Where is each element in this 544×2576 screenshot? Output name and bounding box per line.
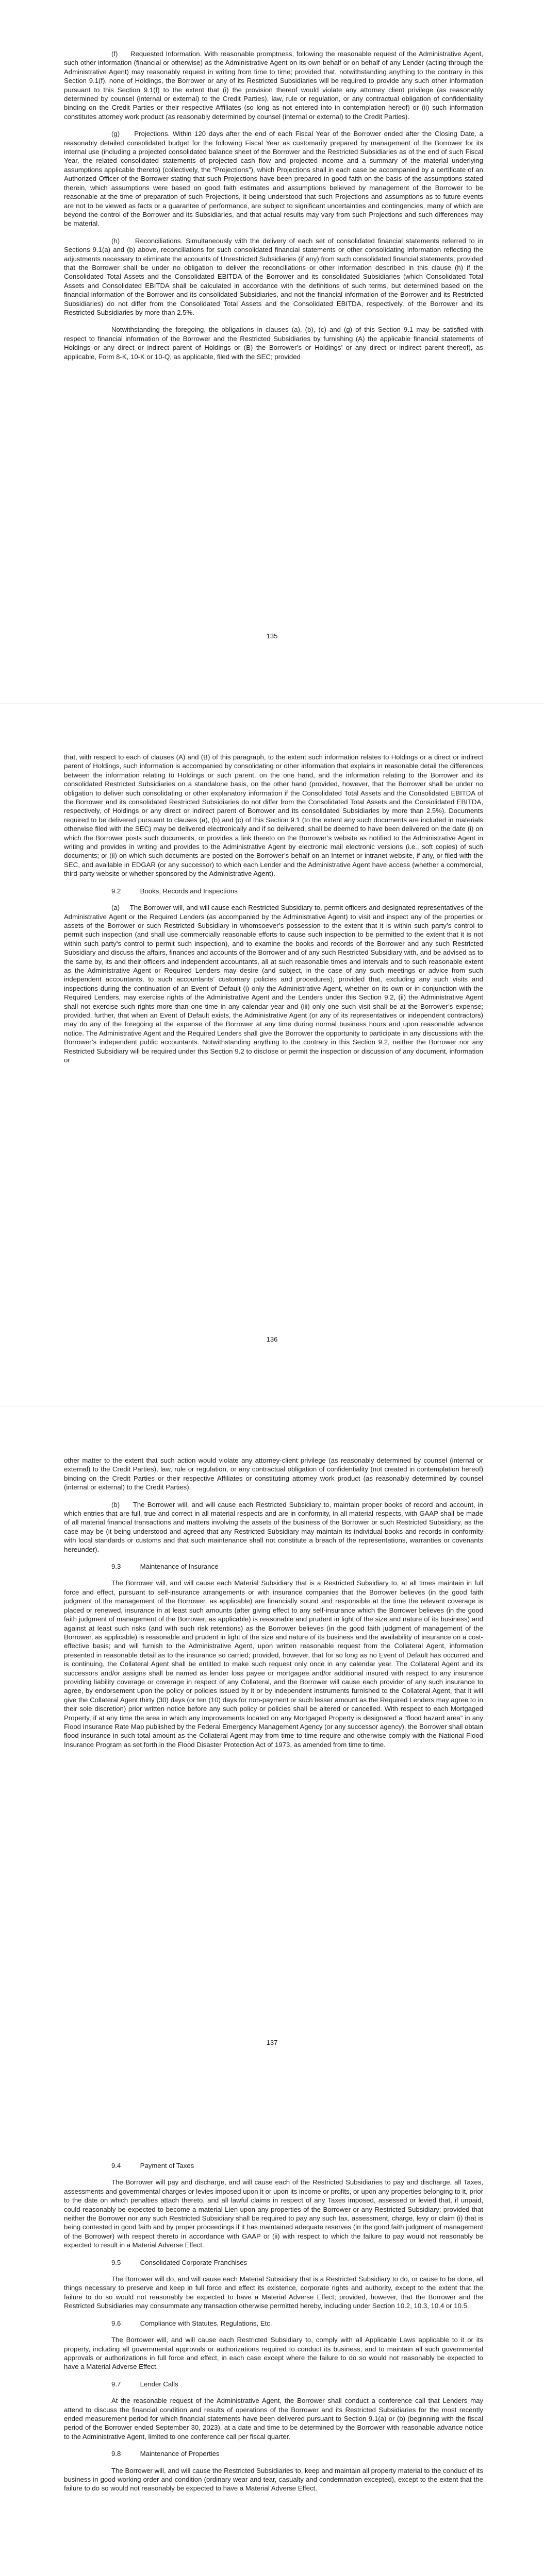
page-136 bbox=[0, 703, 544, 1406]
paragraph-9-4: The Borrower will pay and discharge, and will cause each of the Restricted Subsidiaries to pay and discharge, all Taxes, assessments and governmental charges or levies imposed upon it or upon its income or profits, or upon any properties belonging to it, prior to the date on which penalties attach thereto, and all lawful claims in respect of any Taxes imposed, assessed or levied that, if unpaid, could reasonably be expected to become a material Lien upon any properties of the Borrower or any Restricted Subsidiary; provided that neither the Borrower nor any such Restricted Subsidiary shall be required to pay any such tax, assessment, charge, levy or claim (i) that is being contested in good faith and by proper proceedings if it has maintained adequate reserves (in the good faith judgment of management of the Borrower) with respect thereto in accordance with GAAP or (ii) with respect to which the failure to pay would not reasonably be expected to result in a Material Adverse Effect. bbox=[64, 2178, 483, 2249]
paragraph-9-1-h: (h) Reconciliations. Simultaneously with the delivery of each set of consolidated financial statements referred to in Sections 9.1(a) and (b) above, reconciliations for such consolidated financial statements or other consolidating information reflecting the adjustments necessary to eliminate the accounts of Unrestricted Subsidiaries (if any) from such consolidated financial statements; provided that the Borrower shall be under no obligation to deliver the reconciliations or other information described in this clause (h) if the Consolidated Total Assets and the Consolidated EBITDA of the Borrower and its consolidated Subsidiaries (which Consolidated Total Assets and Consolidated EBITDA shall be calculated in accordance with the definitions of such terms, but determined based on the financial information of the Borrower and its consolidated Subsidiaries, and not the financial information of the Borrower and its Restricted Subsidiaries) do not differ from the Consolidated Total Assets and the Consolidated EBITDA, respectively, of the Borrower and its Restricted Subsidiaries by more than 2.5%. bbox=[64, 236, 483, 316]
paragraph-9-7: At the reasonable request of the Administrative Agent, the Borrower shall conduct a conference call that Lenders may attend to discuss the financial condition and results of operations of the Borrower and its Restricted Subsidiaries for the most recently ended measurement period for which financial statements have been delivered pursuant to Section 9.1(a) or (b) (beginning with the fiscal period of the Borrower ended September 30, 2023), at a date and time to be determined by the Borrower with reasonable advance notice to the Administrative Agent, limited to one conference call per fiscal quarter. bbox=[64, 2397, 483, 2441]
paragraph-9-8: The Borrower will, and will cause the Restricted Subsidiaries to, keep and maintain all property material to the conduct of its business in good working order and condition (ordinary wear and tear, casualty and condemnation excepted), except to the extent that the failure to do so would not reasonably be expected to have a Material Adverse Effect. bbox=[64, 2466, 483, 2493]
page-138 bbox=[0, 2110, 544, 2576]
paragraph-9-3: The Borrower will, and will cause each Material Subsidiary that is a Restricted Subsidiary to, at all times maintain in full force and effect, pursuant to self-insurance arrangements or with insurance companies that the Borrower believes (in the good faith judgment of the management of the Borrower, as applicable) are financially sound and responsible at the time the relevant coverage is placed or renewed, insurance in at least such amounts (after giving effect to any self-insurance which the Borrower believes (in the good faith judgment of management of the Borrower, as applicable) is reasonable and prudent in light of the size and nature of its business) and against at least such risks (and with such risk retentions) as the Borrower believes (in the good faith judgment of management of the Borrower, as applicable) is reasonable and prudent in light of the size and nature of its business and the availability of insurance on a cost-effective basis; and will furnish to the Administrative Agent, upon written reasonable request from the Collateral Agent, information presented in reasonable detail as to the insurance so carried; provided, however, that for so long as no Event of Default has occurred and is continuing, the Collateral Agent shall be entitled to make such request only once in any calendar year. The Collateral Agent and its successors and/or assigns shall be named as lender loss payee or mortgagee and/or additional insured with respect to any insurance providing liability coverage or coverage in respect of any Collateral, and the Borrower will cause each provider of any such insurance to agree, by endorsement upon the policy or policies issued by it or by independent instruments furnished to the Collateral Agent, that it will give the Collateral Agent thirty (30) days (or ten (10) days for non-payment or such lesser amount as the Required Lenders may agree to in their sole discretion) prior written notice before any such policy or policies shall be altered or cancelled. With respect to each Mortgaged Property, if at any time the area in which any improvements located on any Mortgaged Property is designated a “flood hazard area” in any Flood Insurance Rate Map published by the Federal Emergency Management Agency (or any successor agency), the Borrower shall obtain flood insurance in such total amount as the Collateral Agent may from time to time require and otherwise comply with the National Flood Insurance Program as set forth in the Flood Disaster Protection Act of 1973, as amended from time to time. bbox=[64, 1579, 483, 1749]
section-title: Payment of Taxes bbox=[140, 2162, 194, 2170]
page-divider bbox=[0, 703, 544, 704]
page-135 bbox=[0, 0, 544, 703]
section-number: 9.2 bbox=[111, 887, 121, 895]
section-heading-9-3 bbox=[111, 1562, 483, 1571]
paragraph-9-1-f: (f) Requested Information. With reasonable promptness, following the reasonable request of the Administrative Agent, such other information (financial or otherwise) as the Administrative Agent on its own behalf or on behalf of any Lender (acting through the Administrative Agent) may reasonably request in writing from time to time; provided that, notwithstanding anything to the contrary in this Section 9.1(f), none of Holdings, the Borrower or any of its Restricted Subsidiaries will be required to provide any such other information pursuant to this Section 9.1(f) to the extent that (i) the provision thereof would violate any attorney client privilege (as reasonably determined by counsel (internal or external) to the Credit Parties), law, rule or regulation, or any contractual obligation of confidentiality binding on the Credit Parties or their respective Affiliates (so long as not entered into in contemplation hereof) or (ii) such information constitutes attorney work product (as reasonably determined by counsel (internal or external) to the Credit Parties). bbox=[64, 50, 483, 121]
section-heading-9-8 bbox=[111, 2449, 483, 2458]
section-heading-9-2 bbox=[111, 887, 483, 895]
paragraph-notwithstanding: Notwithstanding the foregoing, the obligations in clauses (a), (b), (c) and (g) of this Section 9.1 may be satisfied with respect to financial information of the Borrower and the Restricted Subsidiaries by furnishing (A) the applicable financial statements of Holdings or any direct or indirect parent of Holdings or (B) the Borrower’s or Holdings’ or any direct or indirect parent thereof), as applicable, Form 8-K, 10-K or 10-Q, as applicable, filed with the SEC; provided bbox=[64, 326, 483, 361]
section-title: Books, Records and Inspections bbox=[140, 887, 238, 895]
paragraph-continuation: other matter to the extent that such action would violate any attorney-client privilege (as reasonably determined by counsel (internal or external) to the Credit Parties), law, rule or regulation, or any contractual obligation of confidentiality (not created in contemplation hereof) binding on the Credit Parties or their respective Affiliates or constituting attorney work product (as reasonably determined by counsel (internal or external) to the Credit Parties). bbox=[64, 1456, 483, 1492]
paragraph-9-5: The Borrower will do, and will cause each Material Subsidiary that is a Restricted Subsidiary to do, or cause to be done, all things necessary to preserve and keep in full force and effect its existence, corporate rights and authority, except to the extent that the failure to do so would not reasonably be expected to have a Material Adverse Effect; provided, however, that the Borrower and the Restricted Subsidiaries may consummate any transaction otherwise permitted hereby, including under Section 10.2, 10.3, 10.4 or 10.5. bbox=[64, 2275, 483, 2310]
section-number: 9.6 bbox=[111, 2319, 121, 2327]
section-number: 9.8 bbox=[111, 2450, 121, 2458]
section-heading-9-6 bbox=[111, 2319, 483, 2328]
section-title: Maintenance of Insurance bbox=[140, 1563, 219, 1571]
page-divider bbox=[0, 1406, 544, 1407]
section-heading-9-7 bbox=[111, 2380, 483, 2388]
section-heading-9-4 bbox=[111, 2161, 483, 2170]
section-heading-9-5 bbox=[111, 2258, 483, 2267]
section-number: 9.7 bbox=[111, 2380, 121, 2388]
section-title: Lender Calls bbox=[140, 2380, 178, 2388]
section-number: 9.5 bbox=[111, 2258, 121, 2266]
paragraph-9-2-a: (a) The Borrower will, and will cause each Restricted Subsidiary to, permit officers and designated representatives of the Administrative Agent or the Required Lenders (as accompanied by the Administrative Agent) to visit and inspect any of the properties or assets of the Borrower or such Restricted Subsidiary in whomsoever’s possession to the extent that it is within such party’s control to permit such inspection (and shall use commercially reasonable efforts to cause such inspection to be permitted to the extent that it is not within such party’s control to permit such inspection), and to examine the books and records of the Borrower and any such Restricted Subsidiary and discuss the affairs, finances and accounts of the Borrower and of any such Restricted Subsidiary with, and be advised as to the same by, its and their officers and independent accountants, all at such reasonable times and intervals and to such reasonable extent as the Administrative Agent or Required Lenders may desire (and subject, in the case of any such meetings or advice from such independent accountants, to such accountants’ customary policies and procedures); provided that, excluding any such visits and inspections during the continuation of an Event of Default (i) only the Administrative Agent, whether on its own or in conjunction with the Required Lenders, may exercise rights of the Administrative Agent and the Lenders under this Section 9.2, (ii) the Administrative Agent shall not exercise such rights more than one time in any calendar year and (iii) only one such visit shall be at the Borrower’s expense; provided, further, that when an Event of Default exists, the Administrative Agent (or any of its representatives or independent contractors) may do any of the foregoing at the expense of the Borrower at any time during normal business hours and upon reasonable advance notice. The Administrative Agent and the Required Lenders shall give the Borrower the opportunity to participate in any discussions with the Borrower’s independent public accountants. Notwithstanding anything to the contrary in this Section 9.2, neither the Borrower nor any Restricted Subsidiary will be required under this Section 9.2 to disclose or permit the inspection or discussion of any document, information or bbox=[64, 904, 483, 1064]
page-number: 136 bbox=[266, 1335, 278, 1343]
section-title: Consolidated Corporate Franchises bbox=[140, 2258, 248, 2266]
section-number: 9.3 bbox=[111, 1563, 121, 1571]
page-number: 137 bbox=[266, 2039, 278, 2046]
paragraph-continuation: that, with respect to each of clauses (A) and (B) of this paragraph, to the extent such information relates to Holdings or a direct or indirect parent of Holdings, such information is accompanied by consolidating or other information that explains in reasonable detail the differences between the information relating to Holdings or such parent, on the one hand, and the information relating to the Borrower and its consolidated Restricted Subsidiaries on a standalone basis, on the other hand (provided, however, that the Borrower shall be under no obligation to deliver such consolidating or other explanatory information if the Consolidated Total Assets and the Consolidated EBITDA of the Borrower and its consolidated Restricted Subsidiaries do not differ from the Consolidated Total Assets and the Consolidated EBITDA, respectively, of Holdings or any direct or indirect parent of Borrower and its consolidated Subsidiaries by more than 2.5%). Documents required to be delivered pursuant to clauses (a), (b) and (c) of this Section 9.1 (to the extent any such documents are included in materials otherwise filed with the SEC) may be delivered electronically and if so delivered, shall be deemed to have been delivered on the date (i) on which the Borrower posts such documents, or provides a link thereto on the Borrower’s website as notified to the Administrative Agent in writing and provides in writing and provides to the Administrative Agent by electronic mail electronic versions (i.e., soft copies) of such documents; or (ii) on which such documents are posted on the Borrower’s behalf on an Internet or intranet website, if any, or filed with the SEC, and available in EDGAR (or any successor) to which each Lender and the Administrative Agent have access (whether a commercial, third-party website or whether sponsored by the Administrative Agent). bbox=[64, 753, 483, 878]
section-title: Maintenance of Properties bbox=[140, 2450, 220, 2458]
page-137 bbox=[0, 1406, 544, 2110]
page-number: 135 bbox=[266, 632, 278, 640]
paragraph-9-2-b: (b) The Borrower will, and will cause each Restricted Subsidiary to, maintain proper books of record and account, in which entries that are full, true and correct in all material respects and are in conformity, in all material respects, with GAAP shall be made of all material financial transactions and matters involving the assets of the business of the Borrower or such Restricted Subsidiary, as the case may be (it being understood and agreed that any Restricted Subsidiary may maintain its individual books and records in conformity with local standards or customs and that such maintenance shall not constitute a breach of the representations, warranties or covenants hereunder). bbox=[64, 1500, 483, 1553]
section-title: Compliance with Statutes, Regulations, Etc. bbox=[140, 2319, 272, 2327]
paragraph-9-6: The Borrower will, and will cause each Restricted Subsidiary to, comply with all Applicable Laws applicable to it or its property, including all governmental approvals or authorizations required to conduct its business, and to maintain all such governmental approvals or authorizations in full force and effect, in each case except where the failure to do so would not reasonably be expected to have a Material Adverse Effect. bbox=[64, 2336, 483, 2371]
section-number: 9.4 bbox=[111, 2162, 121, 2170]
paragraph-9-1-g: (g) Projections. Within 120 days after the end of each Fiscal Year of the Borrower ended after the Closing Date, a reasonably detailed consolidated budget for the following Fiscal Year as customarily prepared by management of the Borrower for its internal use (including a projected consolidated balance sheet of the Borrower and the Restricted Subsidiaries as of the end of such Fiscal Year, the related consolidated statements of projected cash flow and projected income and a summary of the material underlying assumptions applicable thereto) (collectively, the “Projections”), which Projections shall in each case be accompanied by a certificate of an Authorized Officer of the Borrower stating that such Projections have been prepared in good faith on the basis of the assumptions stated therein, which assumptions were based on good faith estimates and assumptions believed by management of the Borrower to be reasonable at the time of preparation of such Projections, it being understood that such Projections and assumptions as to future events are not to be viewed as facts or a guarantee of performance, are subject to significant uncertainties and contingencies, many of which are beyond the control of the Borrower and its Subsidiaries, and that actual results may vary from such Projections and such differences may be material. bbox=[64, 130, 483, 228]
